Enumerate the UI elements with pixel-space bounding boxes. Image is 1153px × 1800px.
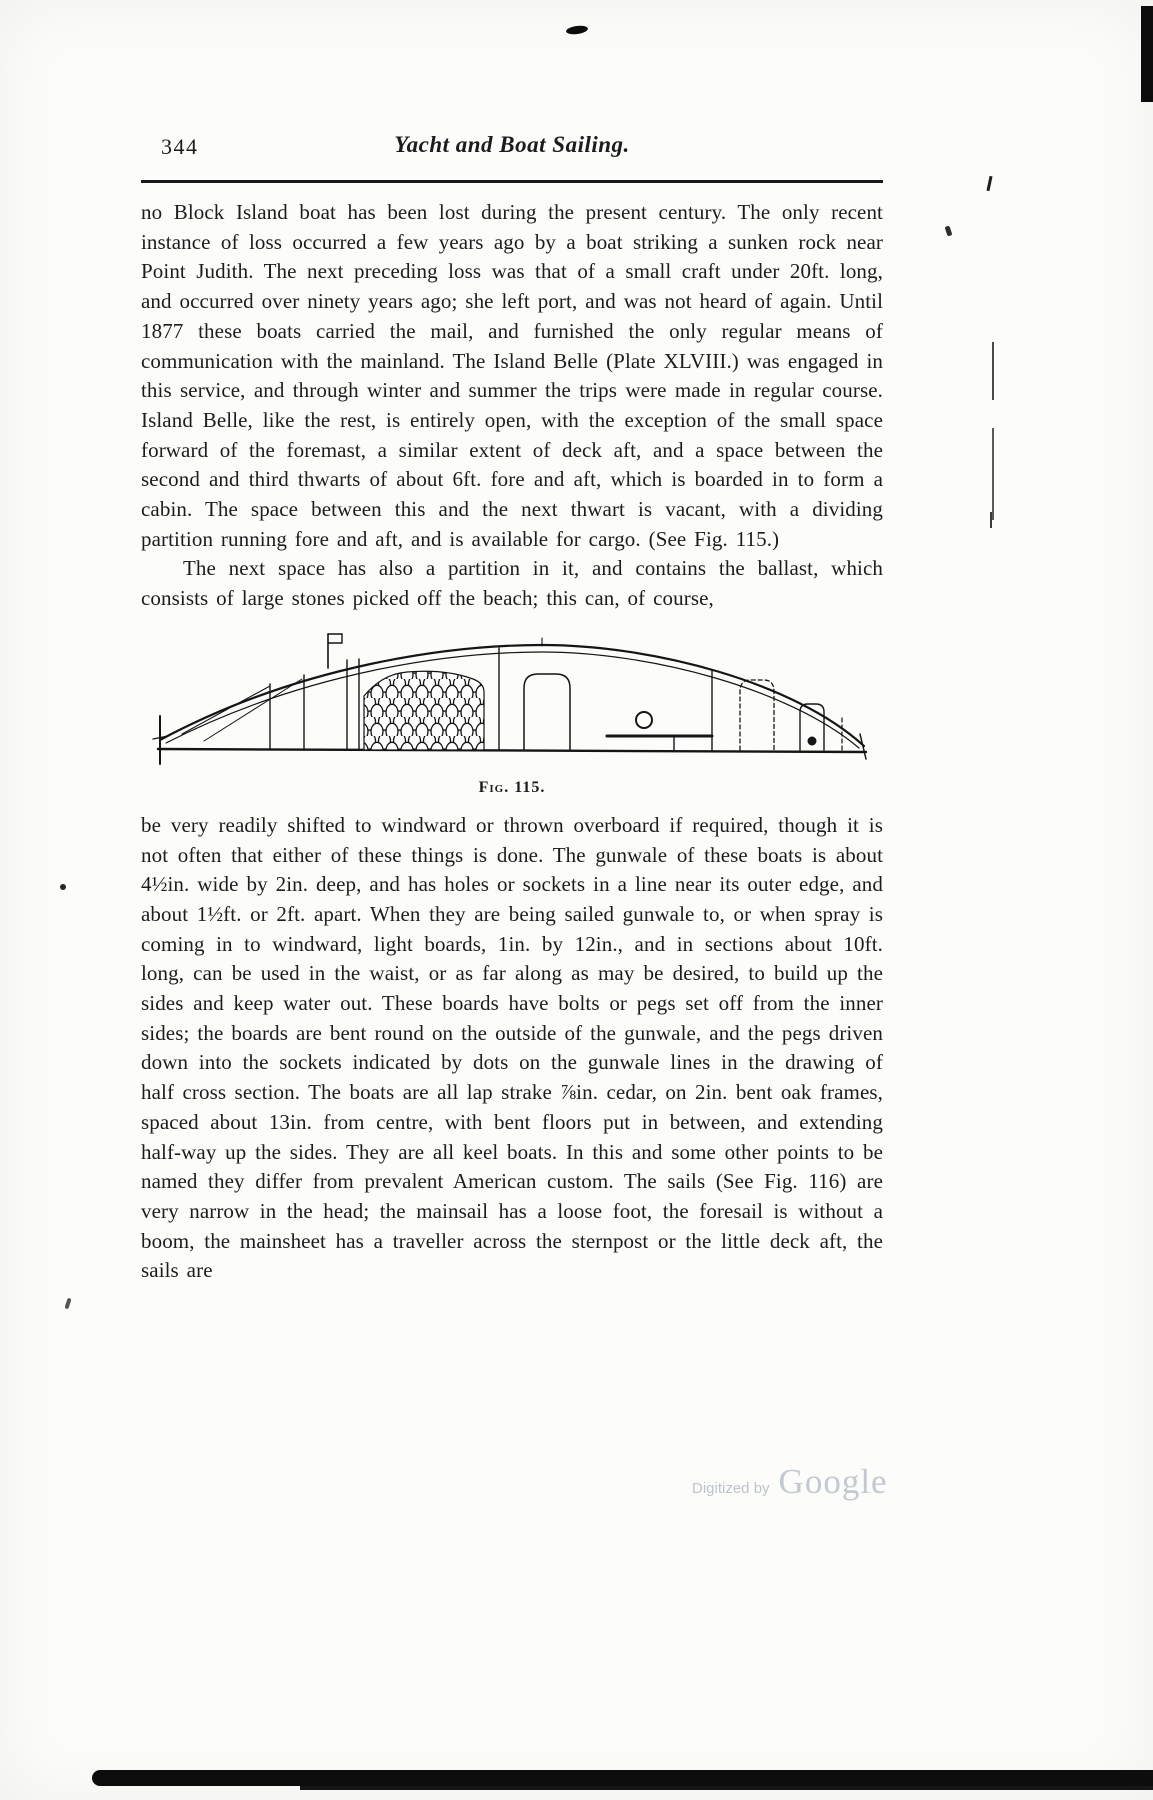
aft-frame (800, 704, 824, 750)
scan-artifact-top-dash (566, 25, 589, 36)
scan-artifact-corner-bar (1141, 6, 1153, 102)
bow-stem (153, 716, 168, 764)
scan-artifact-right-line-2 (992, 428, 994, 520)
google-watermark (692, 1462, 888, 1502)
boat-hull-cross-section-drawing (152, 622, 872, 772)
scan-artifact-right-quote (945, 225, 953, 236)
page-number: 344 (161, 134, 199, 159)
paragraph-1: no Block Island boat has been lost during the present century. The only recent instance of loss occurred a few years ago by a boat striking a sunken rock near Point Judith. The next preceding loss was that of a small craft under 20ft. long, and occurred over ninety years ago; she left port, and was not heard of again. Until 1877 these boats carried the mail, and furnished the only regular means of communication with the mainland. The Island Belle (Plate XLVIII.) was engaged in this service, and through winter and summer the trips were made in regular course. Island Belle, like the rest, is entirely open, with the exception of the small space forward of the foremast, a similar extent of deck aft, and a space between the second and third thwarts of about 6ft. fore and aft, which is boarded in to form a cabin. The space between this and the next thwart is vacant, with a dividing partition running fore and aft, and is available for cargo. (See Fig. 115.) (141, 200, 883, 551)
thwart-seat (607, 736, 712, 750)
dashed-partition (740, 680, 774, 750)
socket-circle (636, 712, 652, 728)
figure-115 (152, 622, 872, 797)
paragraph-3: be very readily shifted to windward or thrown overboard if required, though it is not often that either of these things is done. The gunwale of these boats is about 4½in. wide by 2in. deep, and has holes or sockets in a line near its outer edge, and about 1½ft. or 2ft. apart. When they are being sailed gunwale to, or when spray is coming in to windward, light boards, 1in. by 12in., and in sections about 10ft. long, can be used in the waist, or as far along as may be desired, to build up the sides and keep water out. These boards have bolts or pegs set off from the inner sides; the boards are bent round on the outside of the gunwale, and the pegs driven down into the sockets indicated by dots on the gunwale lines in the drawing of half cross section. The boats are all lap strake ⅞in. cedar, on 2in. bent oak frames, spaced about 13in. from centre, with bent floors put in between, and extending half-way up the sides. They are all keel boats. In this and some other points to be named they differ from prevalent American custom. The sails (See Fig. 116) are very narrow in the head; the mainsail has a loose foot, the foresail is without a boom, the mainsheet has a traveller across the sternpost or the little deck aft, the sails are (141, 812, 883, 1283)
scan-artifact-right-line-1 (992, 342, 994, 400)
digitized-by-text: Digitized by (692, 1480, 770, 1497)
figure-caption: Fig. 115. (478, 778, 546, 796)
keel-line (158, 749, 866, 752)
gunwale-outer-line (160, 645, 864, 746)
scan-artifact-right-mark (986, 176, 992, 191)
well-outline (524, 674, 570, 750)
ballast-stones (364, 671, 484, 750)
foremast-flag (328, 634, 342, 668)
scan-artifact-left-tick (64, 1298, 71, 1310)
page-header (141, 128, 883, 168)
paragraph-2: The next space has also a partition in it, and contains the ballast, which consists of large stones picked off the beach; this can, of course, (141, 556, 883, 611)
scan-artifact-left-dot (60, 884, 66, 890)
google-logo-text: Google (778, 1462, 888, 1501)
scan-artifact-bottom-bar (92, 1770, 1153, 1786)
scan-artifact-bottom-bar-2 (300, 1786, 1153, 1790)
running-header-title: Yacht and Boat Sailing. (394, 132, 630, 157)
header-rule (141, 180, 883, 183)
scan-artifact-right-line-3 (990, 512, 992, 528)
text-block (141, 128, 883, 1286)
